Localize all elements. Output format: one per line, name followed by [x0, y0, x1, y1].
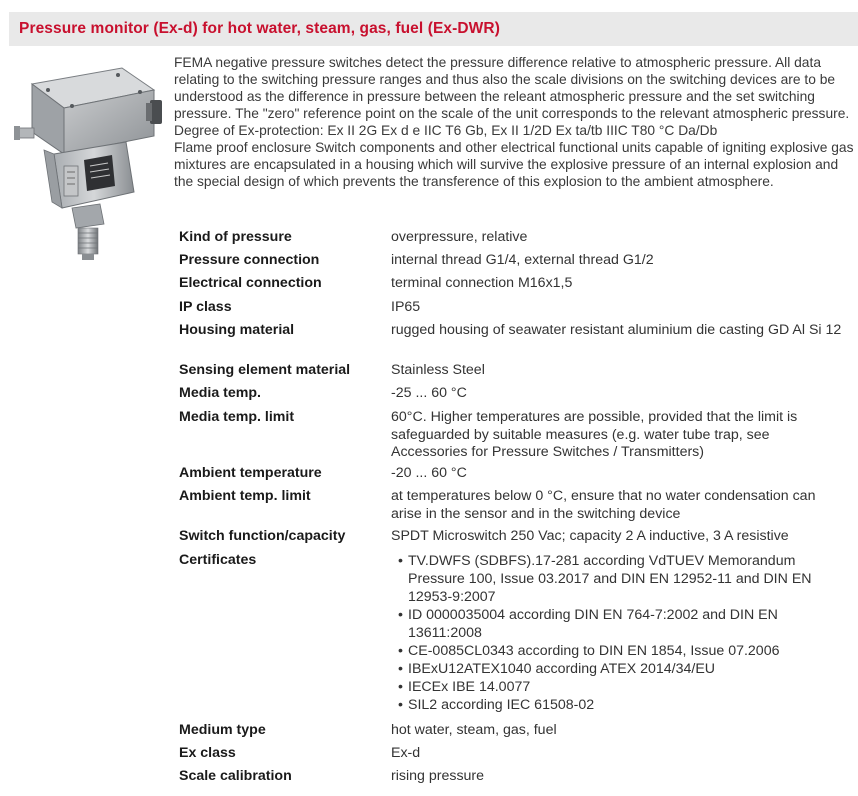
spec-label: Medium type	[179, 722, 266, 738]
spec-label: Housing material	[179, 322, 295, 338]
spec-label: Ex class	[179, 745, 236, 761]
certificate-item: • ID 0000035004 according DIN EN 764-7:2002 and DIN EN 13611:2008	[391, 606, 849, 642]
spec-label: Scale calibration	[179, 768, 292, 784]
certificate-item: • CE-0085CL0343 according to DIN EN 1854, Issue 07.2006	[391, 642, 849, 660]
spec-label: Pressure connection	[179, 252, 320, 268]
spec-label: Kind of pressure	[179, 229, 292, 245]
spec-value: -20 ... 60 °C	[391, 465, 467, 481]
product-photo	[14, 62, 164, 262]
spec-label: Sensing element material	[179, 362, 351, 378]
spec-value	[391, 552, 849, 714]
description-paragraph-2: Flame proof enclosure Switch components and other electrical functional units capable of igniting explosive gas mixtures are encapsulated in a housing which will survive the explosive pressure of an internal explosion and the special design of which prevents the transference of this explosion to the ambient atmosphere.	[174, 140, 854, 189]
spec-value: 60°C. Higher temperatures are possible, provided that the limit is safeguarded by suitable measures (e.g. water tube trap, see Accessories for Pressure Switches / Transmitters)	[391, 409, 798, 460]
spec-label: Electrical connection	[179, 275, 322, 291]
spec-value: SPDT Microswitch 250 Vac; capacity 2 A inductive, 3 A resistive	[391, 528, 789, 544]
page-title: Pressure monitor (Ex-d) for hot water, steam, gas, fuel (Ex-DWR)	[19, 20, 500, 37]
spec-value: internal thread G1/4, external thread G1/2	[391, 252, 654, 268]
section-header	[9, 12, 858, 46]
certificate-item: • IBExU12ATEX1040 according ATEX 2014/34/EU	[391, 660, 849, 678]
spec-value: Stainless Steel	[391, 362, 485, 378]
spec-label: Media temp.	[179, 385, 261, 401]
spec-value: -25 ... 60 °C	[391, 385, 467, 401]
spec-label: Media temp. limit	[179, 409, 295, 425]
spec-value: hot water, steam, gas, fuel	[391, 722, 557, 738]
spec-value: overpressure, relative	[391, 229, 528, 245]
spec-label: Switch function/capacity	[179, 528, 346, 544]
spec-value: Ex-d	[391, 745, 421, 761]
spec-value: rising pressure	[391, 768, 485, 784]
spec-value: rugged housing of seawater resistant aluminium die casting GD Al Si 12	[391, 322, 842, 338]
spec-label: Ambient temperature	[179, 465, 322, 481]
description-paragraph-1: FEMA negative pressure switches detect the pressure difference relative to atmospheric pressure. All data relating to the switching pressure ranges and thus also the scale divisions on the switching devices are to be understood as the difference in pressure between the releant atmospheric pressure and the set switching pressure. The "zero" reference point on the scale of the unit corresponds to the relevant atmospheric pressure. Degree of Ex-protection: Ex II 2G Ex d e IIC T6 Gb, Ex II 1/2D Ex ta/tb IIIC T80 °C Da/Db	[174, 55, 850, 138]
certificate-item: • TV.DWFS (SDBFS).17-281 according VdTUEV Memorandum Pressure 100, Issue 03.2017 and DIN EN 12952-11 and DIN EN 12953-9:2007	[391, 552, 849, 606]
product-description	[174, 54, 854, 190]
certificate-item: • IECEx IBE 14.0077	[391, 678, 849, 696]
spec-value: terminal connection M16x1,5	[391, 275, 573, 291]
certificate-item: • SIL2 according IEC 61508-02	[391, 696, 849, 714]
certificates-list	[391, 552, 849, 714]
spec-label: IP class	[179, 299, 232, 315]
spec-label: Certificates	[179, 552, 257, 568]
spec-value: at temperatures below 0 °C, ensure that no water condensation can arise in the sensor and in the switching device	[391, 488, 816, 522]
spec-value: IP65	[391, 299, 421, 315]
spec-label: Ambient temp. limit	[179, 488, 311, 504]
